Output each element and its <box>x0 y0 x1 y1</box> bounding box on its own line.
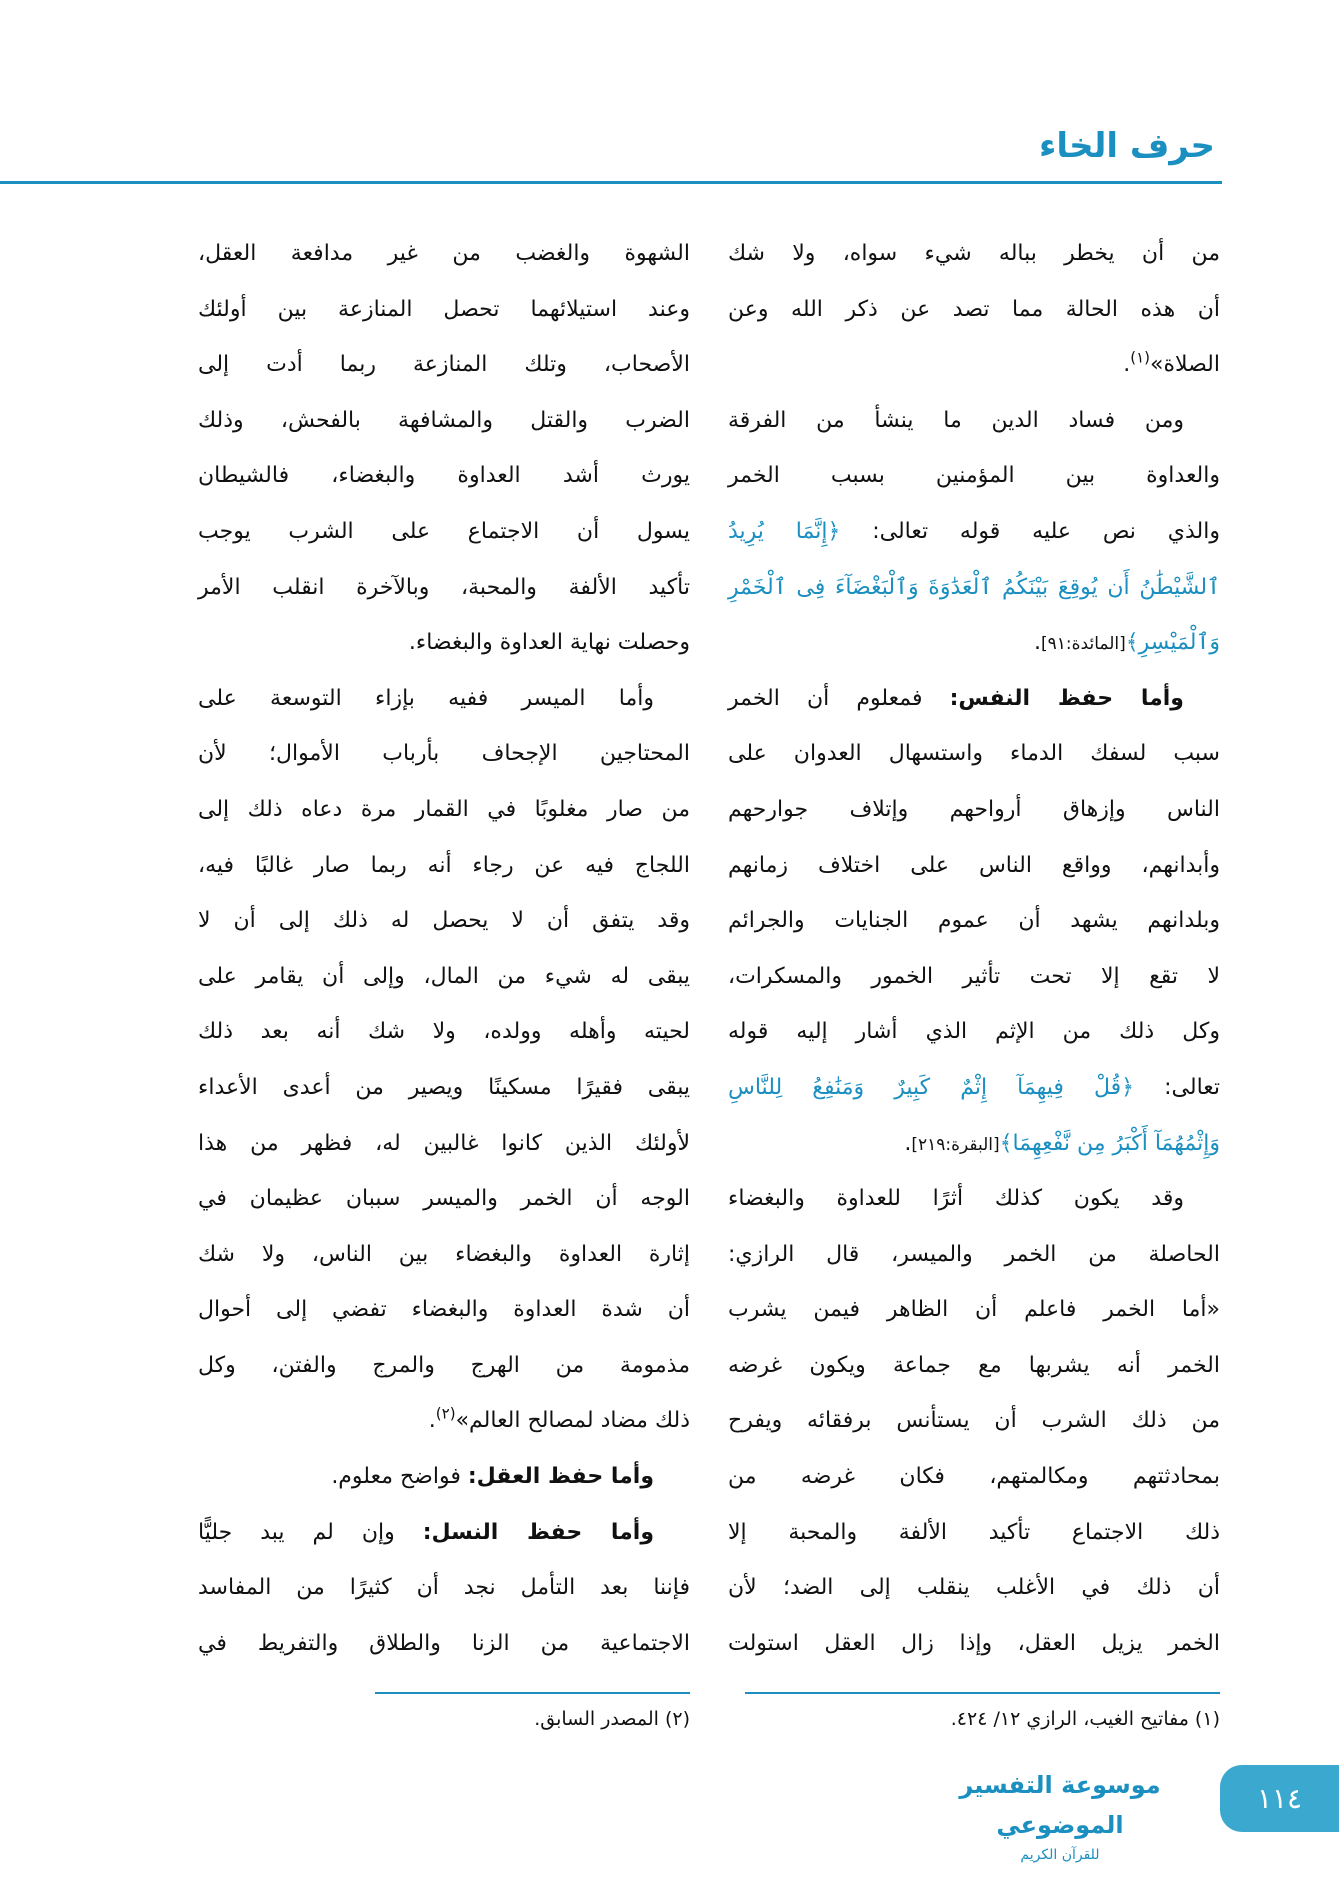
text-line <box>198 615 690 671</box>
body-text: الاجتماعية من الزنا والطلاق والتفريط في <box>198 1630 690 1656</box>
text-line <box>728 1505 1220 1561</box>
text-line <box>728 1004 1220 1060</box>
text-line <box>728 1393 1220 1449</box>
body-text: وأبدانهم، وواقع الناس على اختلاف زمانهم <box>728 852 1220 878</box>
logo-title: موسوعة التفسير الموضوعي <box>959 1771 1161 1839</box>
body-text: من ذلك الشرب أن يستأنس برفقائه ويفرح <box>728 1408 1220 1434</box>
body-text: فإننا بعد التأمل نجد أن كثيرًا من المفاسد <box>198 1575 690 1601</box>
text-line <box>198 782 690 838</box>
body-text: ذلك الاجتماع تأكيد الألفة والمحبة إلا <box>728 1519 1220 1545</box>
body-text: وقد يكون كذلك أثرًا للعداوة والبغضاء <box>728 1186 1184 1212</box>
text-line <box>728 1616 1220 1672</box>
chapter-title: حرف الخاء <box>1038 126 1215 166</box>
footnote-divider-right <box>745 1692 1220 1694</box>
text-line <box>198 1338 690 1394</box>
body-text: الحاصلة من الخمر والميسر، قال الرازي: <box>728 1241 1220 1267</box>
body-text: إثارة العداوة والبغضاء بين الناس، ولا شك <box>198 1241 690 1267</box>
quran-verse: ٱلشَّيْطَٰنُ أَن يُوقِعَ بَيْنَكُمُ ٱلْعَدَٰوَةَ وَٱلْبَغْضَآءَ فِى ٱلْخَمْرِ <box>728 574 1220 600</box>
text-line <box>198 282 690 338</box>
body-text: فواضح معلوم. <box>331 1464 468 1490</box>
text-line <box>728 226 1220 282</box>
body-text: الخمر أنه يشربها مع جماعة ويكون غرضه <box>728 1352 1220 1378</box>
text-line <box>728 393 1220 449</box>
text-line <box>198 1171 690 1227</box>
quran-verse: وَإِثْمُهُمَآ أَكْبَرُ مِن نَّفْعِهِمَا﴾ <box>999 1130 1220 1156</box>
body-text: مذمومة من الهرج والمرج والفتن، وكل <box>198 1352 690 1378</box>
text-line <box>198 1060 690 1116</box>
body-text: وبلدانهم يشهد أن عموم الجنايات والجرائم <box>728 908 1220 934</box>
body-text: يورث أشد العداوة والبغضاء، فالشيطان <box>198 463 690 489</box>
text-line <box>728 1560 1220 1616</box>
body-text: الضرب والقتل والمشافهة بالفحش، وذلك <box>198 407 690 433</box>
body-text: . <box>904 1130 912 1156</box>
body-text: فمعلوم أن الخمر <box>728 685 950 711</box>
body-text: وكل ذلك من الإثم الذي أشار إليه قوله <box>728 1019 1220 1045</box>
body-text: الشهوة والغضب من غير مدافعة العقل، <box>198 241 690 266</box>
body-text: وقد يتفق أن لا يحصل له ذلك إلى أن لا <box>198 908 690 934</box>
text-line <box>728 671 1220 727</box>
body-text: أن شدة العداوة والبغضاء تفضي إلى أحوال <box>198 1297 690 1323</box>
page-number-badge: ١١٤ <box>1220 1765 1339 1832</box>
footnote-marker: (١) <box>1130 348 1150 367</box>
body-text: . <box>428 1408 436 1434</box>
text-line <box>728 337 1220 393</box>
text-line <box>198 560 690 616</box>
section-heading: وأما حفظ العقل: <box>467 1464 654 1490</box>
body-text: تعالى: <box>1134 1074 1221 1100</box>
left-text-column <box>198 226 690 1671</box>
body-text: لا تقع إلا تحت تأثير الخمور والمسكرات، <box>728 963 1220 989</box>
text-line <box>198 893 690 949</box>
body-text: بمحادثتهم ومكالمتهم، فكان غرضه من <box>728 1464 1220 1490</box>
text-line <box>728 893 1220 949</box>
body-text: يبقى له شيء من المال، وإلى أن يقامر على <box>198 963 690 989</box>
text-line <box>198 1116 690 1172</box>
text-line <box>198 504 690 560</box>
body-text: وعند استيلائهما تحصل المنازعة بين أولئك <box>198 296 690 322</box>
body-text: لأولئك الذين كانوا غالبين له، فظهر من هذا <box>198 1130 690 1156</box>
body-text: سبب لسفك الدماء واستسهال العدوان على <box>728 741 1220 767</box>
text-line <box>198 393 690 449</box>
body-text: والذي نص عليه قوله تعالى: <box>840 518 1220 544</box>
body-text: أن ذلك في الأغلب ينقلب إلى الضد؛ لأن <box>728 1575 1220 1601</box>
text-line <box>728 838 1220 894</box>
text-line <box>198 1004 690 1060</box>
body-text: اللجاج فيه عن رجاء أنه ربما صار غالبًا فيه، <box>198 852 690 878</box>
text-line <box>728 448 1220 504</box>
text-line <box>198 838 690 894</box>
text-line <box>728 615 1220 671</box>
text-line <box>728 504 1220 560</box>
footnote-marker: (٢) <box>435 1405 456 1424</box>
text-line <box>198 226 690 282</box>
footnote-2: (٢) المصدر السابق. <box>534 1708 690 1730</box>
text-line <box>728 1060 1220 1116</box>
text-line <box>728 1282 1220 1338</box>
body-text: تأكيد الألفة والمحبة، وبالآخرة انقلب الأمر <box>198 574 690 600</box>
text-line <box>728 1338 1220 1394</box>
section-heading: وأما حفظ النفس: <box>949 685 1184 711</box>
quran-verse: وَٱلْمَيْسِرِ﴾ <box>1125 630 1220 656</box>
body-text: وأما الميسر ففيه بإزاء التوسعة على <box>198 685 654 711</box>
footnote-divider-left <box>375 1692 690 1694</box>
body-text: الوجه أن الخمر والميسر سببان عظيمان في <box>198 1186 690 1212</box>
text-line <box>728 282 1220 338</box>
text-line <box>198 1505 690 1561</box>
text-line <box>198 949 690 1005</box>
body-text: وحصلت نهاية العداوة والبغضاء. <box>408 630 690 656</box>
body-text: ومن فساد الدين ما ينشأ من الفرقة <box>728 407 1184 433</box>
text-line <box>198 726 690 782</box>
body-text: . <box>1123 352 1131 378</box>
verse-reference: [المائدة:٩١] <box>1041 634 1126 655</box>
text-line <box>728 1171 1220 1227</box>
body-text: من أن يخطر بباله شيء سواه، ولا شك <box>728 241 1220 266</box>
body-text: من صار مغلوبًا في القمار مرة دعاه ذلك إلى <box>198 796 690 822</box>
right-text-column <box>728 226 1220 1671</box>
header-divider <box>0 181 1222 184</box>
body-text: . <box>1034 630 1042 656</box>
text-line <box>198 671 690 727</box>
verse-reference: [البقرة:٢١٩] <box>911 1134 1000 1155</box>
text-line <box>728 1116 1220 1172</box>
body-text: وإن لم يبد جليًّا <box>198 1519 423 1545</box>
body-text: المحتاجين الإجحاف بأرباب الأموال؛ لأن <box>198 741 690 767</box>
text-line <box>198 337 690 393</box>
body-text: الصلاة» <box>1149 352 1220 378</box>
body-text: ذلك مضاد لمصالح العالم» <box>455 1408 690 1434</box>
body-text: لحيته وأهله وولده، ولا شك أنه بعد ذلك <box>198 1019 690 1045</box>
body-text: الناس وإزهاق أرواحهم وإتلاف جوارحهم <box>728 796 1220 822</box>
text-line <box>728 1227 1220 1283</box>
text-line <box>198 1616 690 1672</box>
text-line <box>728 726 1220 782</box>
encyclopedia-logo <box>935 1765 1185 1863</box>
body-text: يسول أن الاجتماع على الشرب يوجب <box>198 518 690 544</box>
body-text: «أما الخمر فاعلم أن الظاهر فيمن يشرب <box>728 1297 1220 1323</box>
text-line <box>198 1393 690 1449</box>
text-line <box>728 949 1220 1005</box>
body-text: الخمر يزيل العقل، وإذا زال العقل استولت <box>728 1630 1220 1656</box>
logo-subtitle: للقرآن الكريم <box>1020 1847 1100 1863</box>
quran-verse: ﴿قُلْ فِيهِمَآ إِثْمٌ كَبِيرٌ وَمَنَٰفِعُ لِلنَّاسِ <box>728 1074 1135 1100</box>
body-text: الأصحاب، وتلك المنازعة ربما أدت إلى <box>198 352 690 378</box>
text-line <box>728 1449 1220 1505</box>
text-line <box>198 448 690 504</box>
body-text: أن هذه الحالة مما تصد عن ذكر الله وعن <box>728 296 1220 322</box>
body-text: والعداوة بين المؤمنين بسبب الخمر <box>728 463 1220 489</box>
text-line <box>198 1560 690 1616</box>
text-line <box>198 1227 690 1283</box>
text-line <box>728 782 1220 838</box>
footnote-1: (١) مفاتيح الغيب، الرازي ١٢/ ٤٢٤. <box>950 1708 1220 1730</box>
text-line <box>198 1282 690 1338</box>
quran-verse: ﴿إِنَّمَا يُرِيدُ <box>728 518 841 544</box>
text-line <box>198 1449 690 1505</box>
text-line <box>728 560 1220 616</box>
section-heading: وأما حفظ النسل: <box>422 1519 654 1545</box>
body-text: يبقى فقيرًا مسكينًا ويصير من أعدى الأعداء <box>198 1074 690 1100</box>
